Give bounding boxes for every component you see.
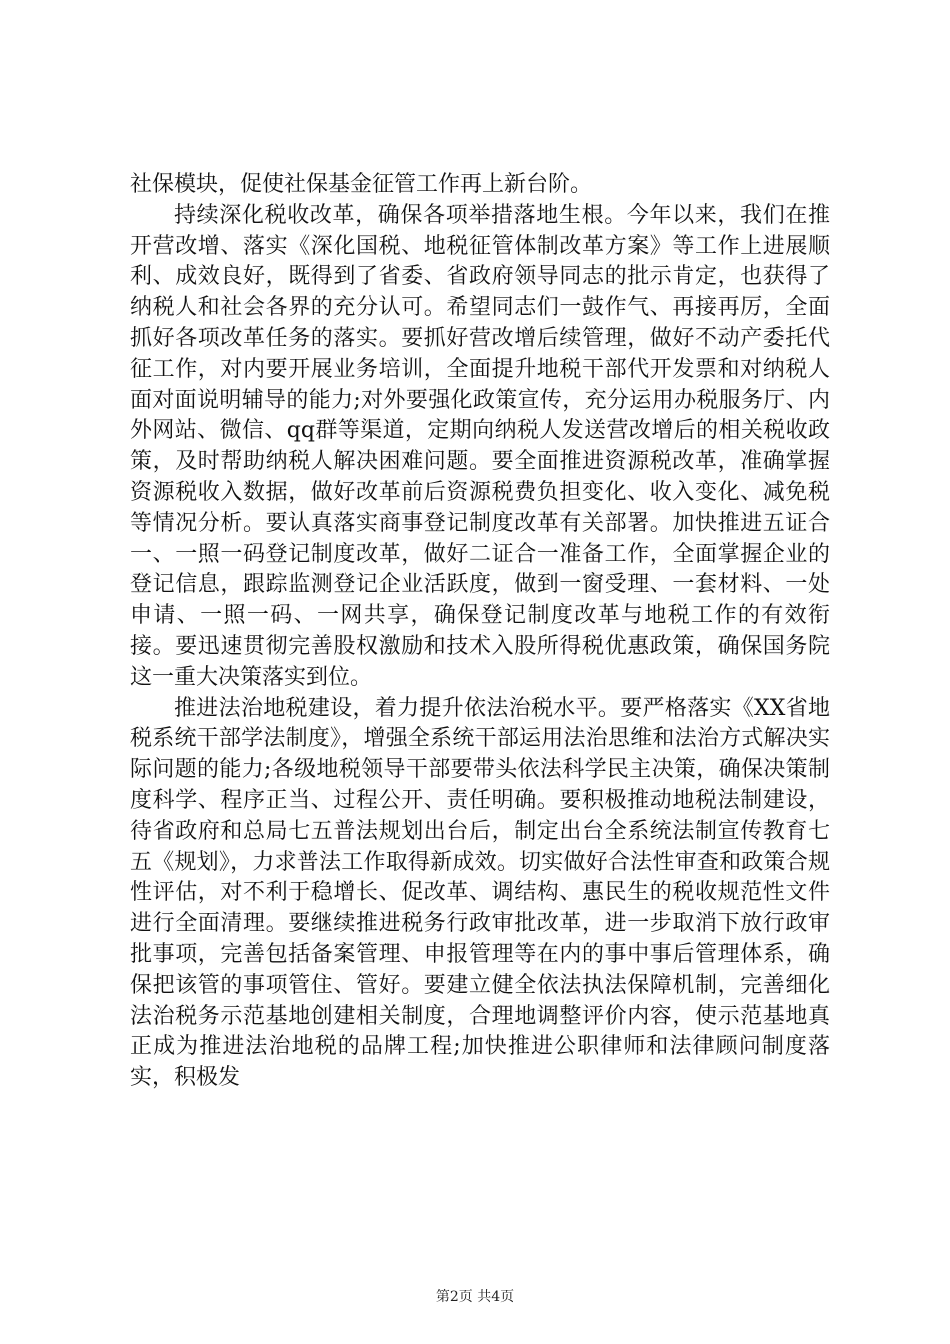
- paragraph-tax-reform: 持续深化税收改革，确保各项举措落地生根。今年以来，我们在推开营改增、落实《深化国税、地税征管体制改革方案》等工作上进展顺利、成效良好，既得到了省委、省政府领导同志的批示肯定，也获得了纳税人和社会各界的充分认可。希望同志们一鼓作气、再接再厉，全面抓好各项改革任务的落实。要抓好营改增后续管理，做好不动产委托代征工作，对内要开展业务培训，全面提升地税干部代开发票和对纳税人面对面说明辅导的能力;对外要强化政策宣传，充分运用办税服务厅、内外网站、微信、qq群等渠道，定期向纳税人发送营改增后的相关税收政策，及时帮助纳税人解决困难问题。要全面推进资源税改革，准确掌握资源税收入数据，做好改革前后资源税费负担变化、收入变化、减免税等情况分析。要认真落实商事登记制度改革有关部署。加快推进五证合一、一照一码登记制度改革，做好二证合一准备工作，全面掌握企业的登记信息，跟踪监测登记企业活跃度，做到一窗受理、一套材料、一处申请、一照一码、一网共享，确保登记制度改革与地税工作的有效衔接。要迅速贯彻完善股权激励和技术入股所得税优惠政策，确保国务院这一重大决策落实到位。: [130, 202, 830, 690]
- page-footer: 第2页 共4页: [435, 1289, 515, 1305]
- paragraph-rule-of-law: 推进法治地税建设，着力提升依法治税水平。要严格落实《XX省地税系统干部学法制度》，增强全系统干部运用法治思维和法治方式解决实际问题的能力;各级地税领导干部要带头依法科学民主决策，确保决策制度科学、程序正当、过程公开、责任明确。要积极推动地税法制建设，待省政府和总局七五普法规划出台后，制定出台全系统法制宣传教育七五《规划》，力求普法工作取得新成效。切实做好合法性审查和政策合规性评估，对不利于稳增长、促改革、调结构、惠民生的税收规范性文件进行全面清理。要继续推进税务行政审批改革，进一步取消下放行政审批事项，完善包括备案管理、申报管理等在内的事中事后管理体系，确保把该管的事项管住、管好。要建立健全依法执法保障机制，完善细化法治税务示范基地创建相关制度，合理地调整评价内容，使示范基地真正成为推进法治地税的品牌工程;加快推进公职律师和法律顾问制度落实，积极发: [130, 695, 830, 1091]
- paragraph-continuation: 社保模块，促使社保基金征管工作再上新台阶。: [130, 172, 593, 197]
- document-body: [130, 170, 830, 1094]
